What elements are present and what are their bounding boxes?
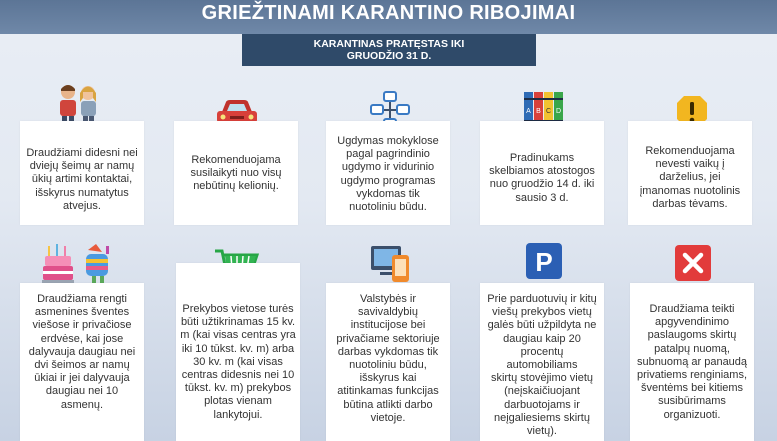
card-text-line: Prie parduotuvių ir kitų (487, 293, 597, 305)
card-text-line: plotas vienam (204, 395, 272, 408)
card-text (24, 147, 140, 213)
restriction-card (480, 283, 604, 441)
card-text-line: iki 10 tūkst. kv. m) arba (181, 342, 295, 355)
card-text-line: tūkst. kv. m) prekybos (184, 382, 292, 395)
card-text-line: atvejus. (63, 199, 101, 212)
card-text-line: dalyvauja daugiau nei (28, 345, 136, 358)
card-text-line: Rekomenduojama (191, 154, 281, 166)
card-text-line: darželius, jei (659, 171, 721, 184)
card-text-line: nuotoliniu būdu. (349, 201, 427, 214)
card-text-line: ūkiai ir jei dalyvauja (34, 372, 130, 385)
devices-icon (370, 243, 410, 283)
card-text-line: sausio 3 d. (515, 191, 569, 204)
card-text-line: darbuotojams ir (504, 398, 580, 411)
card-text-line: nebūtinų kelionių. (193, 180, 279, 193)
card-text (330, 293, 446, 425)
card-text-line: subnuomą ar panaudą (636, 355, 748, 368)
card-text-line: vietoje. (370, 411, 406, 424)
card-text-line: asmenines šventes (34, 306, 130, 319)
banner-line-2: GRUODŽIO 31 D. (346, 50, 432, 62)
party-icon (42, 242, 116, 288)
card-text-line: susibūrimams (658, 395, 726, 408)
card-text-line: savivaldybių (358, 306, 418, 319)
restriction-card (326, 283, 450, 441)
restriction-card (20, 283, 144, 441)
svg-text:D: D (555, 108, 562, 115)
card-text (634, 303, 750, 422)
card-text-line: susilaikyti nuo visų (190, 167, 282, 180)
card-text-line: ugdymo ir vidurinio (341, 161, 435, 174)
card-text-line: atitinkamas funkcijas (337, 385, 439, 398)
card-text-line: nevesti vaikų į (655, 158, 725, 171)
svg-text:B: B (536, 108, 541, 115)
card-text (632, 145, 748, 211)
card-text-line: Valstybės ir (359, 293, 417, 305)
card-text-line: vykdomas tik (356, 187, 420, 200)
card-text-line: Rekomenduojama (645, 145, 735, 157)
card-text-line: išskyrus numatytus (35, 186, 129, 199)
card-text-line: nuotoliniu būdu, (349, 359, 427, 372)
card-text-line: patalpų nuomą, (654, 342, 730, 355)
card-text-line: būti užtikrinamas 15 kv. (180, 316, 296, 329)
card-text-line: privatiems renginiams, (636, 369, 748, 382)
page-title: GRIEŽTINAMI KARANTINO RIBOJIMAI (201, 2, 576, 24)
card-text-line: centras didesnis nei 10 (181, 369, 295, 382)
card-text-line: organizuoti. (663, 408, 721, 421)
card-text-line: daugiau kaip 20 (503, 332, 581, 345)
card-text (24, 293, 140, 412)
restriction-card (326, 121, 450, 225)
svg-text:A: A (526, 108, 531, 115)
parking-icon (525, 242, 563, 280)
svg-text:C: C (545, 108, 552, 115)
restriction-card (630, 283, 754, 441)
card-text-line: viešų prekybos vietų (492, 306, 592, 319)
card-text-line: įmanomas nuotolinis (639, 184, 741, 197)
card-text-line: galės būti užpildyta ne (487, 319, 597, 332)
restriction-card (176, 263, 300, 441)
card-text (178, 154, 294, 194)
card-text-line: dviejų šeimų ar namų (29, 160, 135, 173)
card-text-line: skirtų stovėjimo vietų (490, 372, 594, 385)
card-text-line: lankytojui. (213, 408, 263, 421)
card-text-line: darbas tėvams. (652, 197, 728, 210)
card-text-line: dvi šeimos ar namų (34, 359, 130, 372)
card-text-line: pagal pagrindinio (346, 148, 430, 161)
card-text (484, 152, 600, 205)
restriction-card (628, 121, 752, 225)
card-text-line: vietų). (527, 425, 557, 438)
card-text-line: išskyrus kai (359, 372, 417, 385)
card-text-line: (neįskaičiuojant (504, 385, 580, 398)
card-text-line: ugdymo programas (340, 174, 436, 187)
card-text-line: 30 kv. m (kai visas (193, 355, 283, 368)
card-text-line: institucijose bei (350, 319, 426, 332)
card-text (484, 293, 600, 438)
card-text-line: Draudžiami didesni nei (26, 147, 138, 159)
card-text-line: Draudžiama teikti (649, 303, 735, 315)
quarantine-extended-banner (242, 34, 536, 66)
card-text (330, 135, 446, 214)
card-text (180, 303, 296, 422)
card-text-line: m (kai visas centras yra (180, 329, 296, 342)
card-text-line: viešose ir privačiose (32, 319, 132, 332)
card-text-line: būtina atlikti darbo (343, 398, 433, 411)
card-text-line: nuo gruodžio 14 d. iki (489, 178, 595, 191)
restriction-card (20, 121, 144, 225)
card-text-line: Pradinukams (509, 152, 575, 164)
close-x-icon (674, 244, 712, 282)
card-text-line: erdvėse, kai jose (40, 332, 124, 345)
restriction-card (174, 121, 298, 225)
card-text-line: skelbiamos atostogos (489, 165, 595, 178)
svg-text:P: P (535, 247, 553, 277)
card-text-line: Ugdymas mokyklose (337, 135, 439, 147)
card-text-line: neįgaliesiems skirtų (494, 411, 590, 424)
card-text-line: apgyvendinimo (655, 316, 729, 329)
card-text-line: Prekybos vietose turės (182, 303, 294, 315)
card-text-line: Draudžiama rengti (37, 293, 127, 305)
card-text-line: šventėms bei kitiems (640, 382, 744, 395)
card-text-line: privačiame sektoriuje (336, 332, 440, 345)
card-text-line: procentų automobiliams (506, 345, 578, 372)
card-text-line: daugiau nei 10 asmenų. (45, 385, 119, 411)
restriction-card (480, 121, 604, 225)
card-text-line: ūkių artimi kontaktai, (31, 173, 133, 186)
card-text-line: paslaugoms skirtų (647, 329, 737, 342)
card-text-line: darbas vykdomas tik (337, 345, 439, 358)
banner-line-1: KARANTINAS PRATĘSTAS IKI (313, 38, 465, 50)
